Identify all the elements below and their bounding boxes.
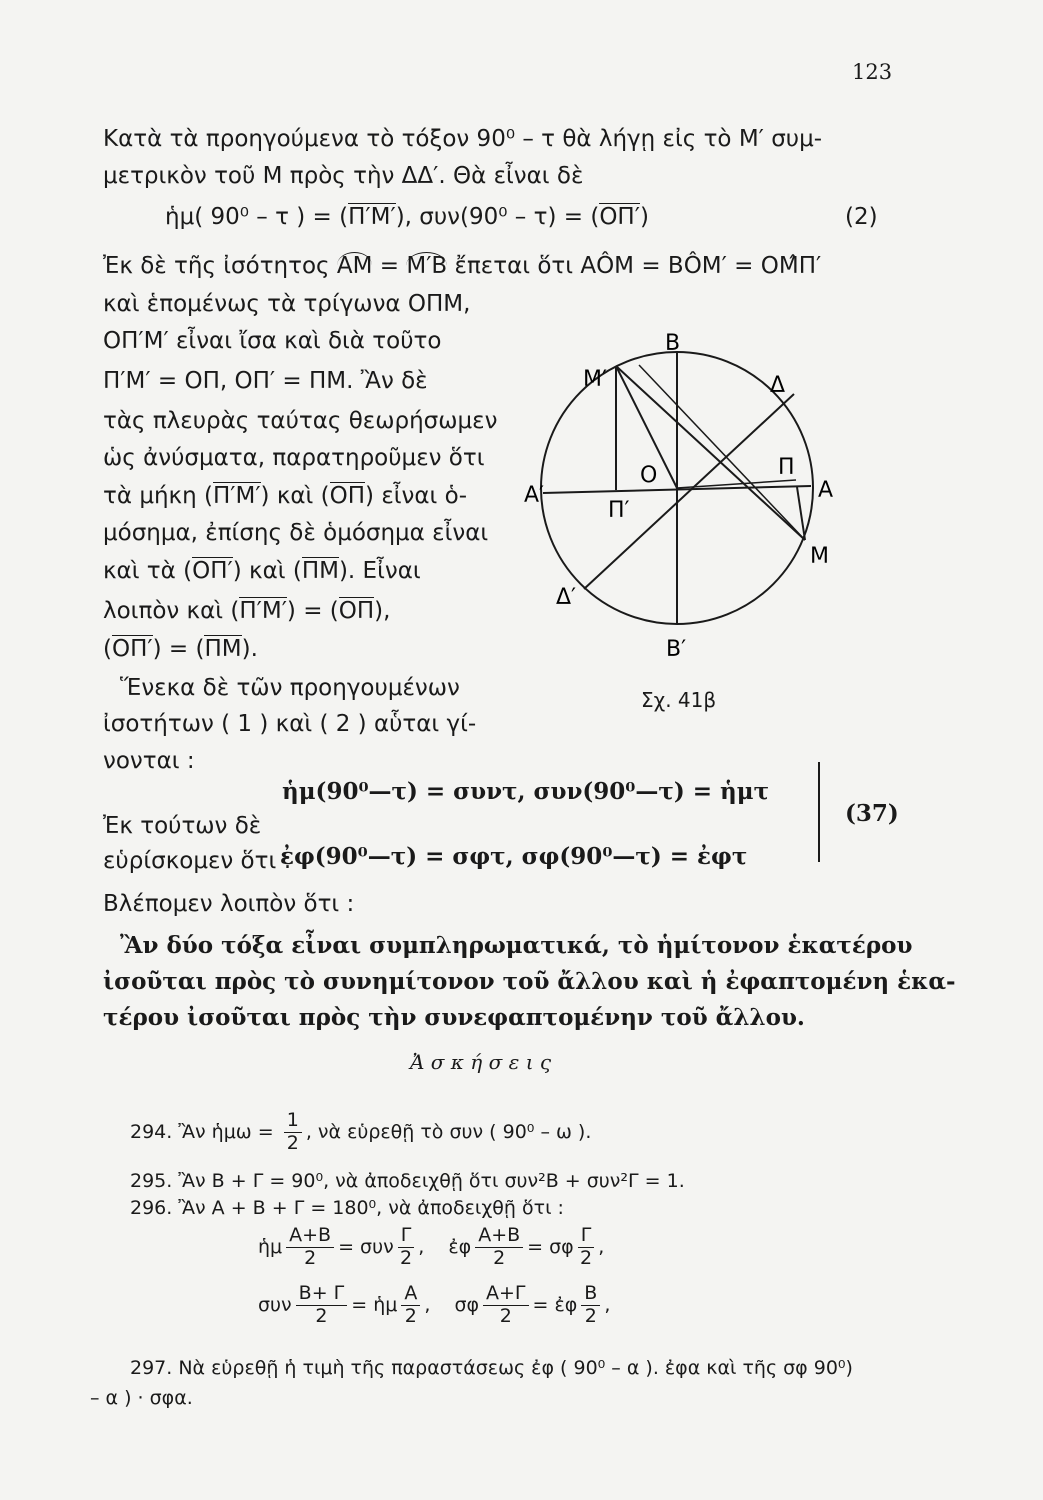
arc-mb: Μ′Β	[406, 253, 448, 279]
numerator: Α+Γ	[483, 1283, 529, 1306]
vector: ΠΜ	[301, 558, 339, 584]
fraction-numerator: 1	[284, 1110, 302, 1133]
label-p: Π	[778, 455, 795, 480]
left-line-8	[103, 560, 421, 583]
exercise-text: , νὰ εὑρεθῇ τὸ συν ( 90⁰ – ω ).	[305, 1120, 592, 1143]
theorem-line-1: Ἂν δύο τόξα εἶναι συμπληρωματικά, τὸ ἡμίτονον ἑκατέρου	[120, 932, 913, 959]
formula-37-row-1: ἡμ(90⁰—τ) = συντ, συν(90⁰—τ) = ἡμτ	[282, 778, 770, 805]
vector: ΟΠ′	[111, 636, 153, 662]
left-line-11: Ἕνεκα δὲ τῶν προηγουμένων	[120, 675, 460, 701]
fraction	[475, 1225, 523, 1270]
label-m: Μ	[810, 544, 829, 569]
text: ) = (	[152, 636, 205, 662]
vector: Π′Μ′	[212, 483, 261, 509]
text: ),	[374, 598, 391, 624]
exercise-294	[130, 1110, 591, 1155]
denominator: 2	[304, 1246, 317, 1269]
fn: σφ	[454, 1293, 480, 1316]
text: τὰ μήκη (	[103, 483, 213, 509]
left-line-1: καὶ ἑπομένως τὰ τρίγωνα ΟΠΜ,	[103, 291, 471, 317]
numerator: Β	[581, 1283, 600, 1306]
formula-37-lead-2: εὑρίσκομεν ὅτι :	[103, 848, 292, 874]
fn: ἐφ	[448, 1235, 472, 1258]
formula-37-lead-1: Ἐκ τούτων δὲ	[103, 813, 262, 839]
label-a: Α	[818, 478, 834, 503]
denominator: 2	[493, 1246, 506, 1269]
left-line-12: ἰσοτήτων ( 1 ) καὶ ( 2 ) αὗται γί-	[103, 711, 477, 737]
figure-caption: Σχ. 41β	[641, 688, 717, 712]
denominator: 2	[315, 1304, 328, 1327]
numerator: Α+Β	[475, 1225, 523, 1248]
denominator: 2	[499, 1304, 512, 1327]
left-line-6	[103, 485, 467, 508]
fraction	[398, 1225, 415, 1270]
formula-2	[165, 206, 649, 229]
exercise-296-row-1	[258, 1225, 604, 1270]
fraction	[578, 1225, 595, 1270]
exercise-296: 296. Ἂν Α + Β + Γ = 180⁰, νὰ ἀποδειχθῇ ὅτι :	[130, 1197, 564, 1219]
fn: συν	[258, 1293, 292, 1316]
left-line-10	[103, 638, 258, 661]
equality-text: =	[372, 253, 407, 279]
vector: ΟΠ′	[192, 558, 233, 584]
fn: = ἡμ	[351, 1293, 398, 1316]
fraction	[483, 1283, 529, 1328]
fn: = συν	[338, 1235, 394, 1258]
fraction	[286, 1225, 334, 1270]
left-line-9	[103, 600, 390, 623]
formula-37-number: (37)	[845, 800, 899, 827]
arc-am: ΑΜ	[336, 253, 373, 279]
equality-text: Ἐκ δὲ τῆς ἰσότητος	[103, 253, 337, 279]
figure-41b	[510, 325, 870, 695]
numerator: Γ	[398, 1225, 415, 1248]
exercise-295: 295. Ἂν Β + Γ = 90⁰, νὰ ἀποδειχθῇ ὅτι συν²Β + συν²Γ = 1.	[130, 1170, 685, 1192]
intro-line-2: μετρικὸν τοῦ Μ πρὸς τὴν ΔΔ′. Θὰ εἶναι δὲ	[103, 163, 584, 189]
numerator: Α+Β	[286, 1225, 334, 1248]
text: ) εἶναι ὁ-	[365, 483, 468, 509]
fraction	[581, 1283, 600, 1328]
left-line-4: τὰς πλευρὰς ταύτας θεωρήσωμεν	[103, 408, 498, 434]
denominator: 2	[399, 1246, 413, 1269]
label-delta: Δ	[770, 373, 786, 398]
formula-2-part: ), συν(90⁰ – τ) = (	[395, 204, 600, 230]
text: ) καὶ (	[232, 558, 302, 584]
comma: ,	[604, 1293, 611, 1316]
formula-2-part: ἡμ( 90⁰ – τ ) = (	[165, 204, 349, 230]
numerator: Β+ Γ	[296, 1283, 348, 1306]
fn: = ἐφ	[532, 1293, 578, 1316]
comma: ,	[418, 1235, 425, 1258]
vector: Π′Μ′	[239, 598, 287, 624]
text: ). Εἶναι	[338, 558, 421, 584]
conclusion-lead: Βλέπομεν λοιπὸν ὅτι :	[103, 891, 355, 917]
fn: ἡμ	[258, 1235, 283, 1258]
exercise-297-line-1: 297. Νὰ εὑρεθῇ ἡ τιμὴ τῆς παραστάσεως ἐφ ( 90⁰ – α ). ἐφα καὶ τῆς σφ 90⁰)	[130, 1357, 853, 1379]
label-b-prime: Β′	[666, 637, 687, 662]
formula-37-brace	[818, 762, 820, 862]
numerator: Α	[401, 1283, 420, 1306]
text: (	[103, 636, 112, 662]
denominator: 2	[579, 1246, 593, 1269]
label-p-prime: Π′	[608, 498, 630, 523]
equality-line	[103, 255, 821, 278]
label-b: Β	[665, 331, 681, 356]
left-line-7: μόσημα, ἐπίσης δὲ ὁμόσημα εἶναι	[103, 520, 489, 546]
comma: ,	[424, 1293, 431, 1316]
text: καὶ τὰ (	[103, 558, 193, 584]
formula-37-row-2: ἐφ(90⁰—τ) = σφτ, σφ(90⁰—τ) = ἐφτ	[280, 843, 748, 870]
exercise-text: 294. Ἂν ἡμω =	[130, 1120, 274, 1143]
theorem-line-3: τέρου ἰσοῦται πρὸς τὴν συνεφαπτομένην τοῦ ἄλλου.	[103, 1004, 805, 1031]
label-delta-prime: Δ′	[556, 585, 577, 610]
fraction	[296, 1283, 348, 1328]
page-number: 123	[852, 60, 893, 84]
text: ) καὶ (	[260, 483, 330, 509]
fn: = σφ	[527, 1235, 574, 1258]
exercise-296-row-2	[258, 1283, 610, 1328]
label-o: Ο	[640, 463, 658, 488]
fraction-one-half	[284, 1110, 302, 1155]
vector-op: ΟΠ′	[599, 204, 640, 230]
text: ).	[241, 636, 258, 662]
vector: ΟΠ	[329, 483, 366, 509]
denominator: 2	[584, 1304, 597, 1327]
exercises-heading: Ἀ σ κ ή σ ε ι ς	[410, 1050, 552, 1074]
equality-text: ἔπεται ὅτι ΑÔΜ = ΒÔΜ′ = ΟΜ̂Π′	[447, 253, 822, 279]
denominator: 2	[404, 1304, 417, 1327]
numerator: Γ	[578, 1225, 595, 1248]
exercise-297-line-2: – α ) · σφα.	[90, 1387, 193, 1409]
left-line-5: ὡς ἀνύσματα, παρατηροῦμεν ὅτι	[103, 445, 485, 471]
fraction	[401, 1283, 420, 1328]
label-a-prime: Α′	[524, 483, 545, 508]
vector: ΟΠ	[338, 598, 375, 624]
comma: ,	[598, 1235, 605, 1258]
label-m-prime: Μ′	[583, 367, 607, 392]
vector-pm: Π′Μ′	[348, 204, 396, 230]
vector: ΠΜ	[204, 636, 242, 662]
left-line-2: ΟΠ′Μ′ εἶναι ἴσα καὶ διὰ τοῦτο	[103, 328, 442, 354]
fraction-denominator: 2	[286, 1131, 299, 1154]
text: ) = (	[286, 598, 339, 624]
left-line-3: Π′Μ′ = ΟΠ, ΟΠ′ = ΠΜ. Ἂν δὲ	[103, 368, 428, 394]
formula-2-number: (2)	[845, 204, 878, 230]
intro-line-1: Κατὰ τὰ προηγούμενα τὸ τόξον 90⁰ – τ θὰ λήγῃ εἰς τὸ Μ′ συμ-	[103, 126, 823, 152]
left-line-13: νονται :	[103, 748, 195, 774]
text: λοιπὸν καὶ (	[103, 598, 240, 624]
formula-2-part: )	[639, 204, 649, 230]
theorem-line-2: ἰσοῦται πρὸς τὸ συνημίτονον τοῦ ἄλλου καὶ ἡ ἐφαπτομένη ἑκα-	[103, 968, 956, 995]
